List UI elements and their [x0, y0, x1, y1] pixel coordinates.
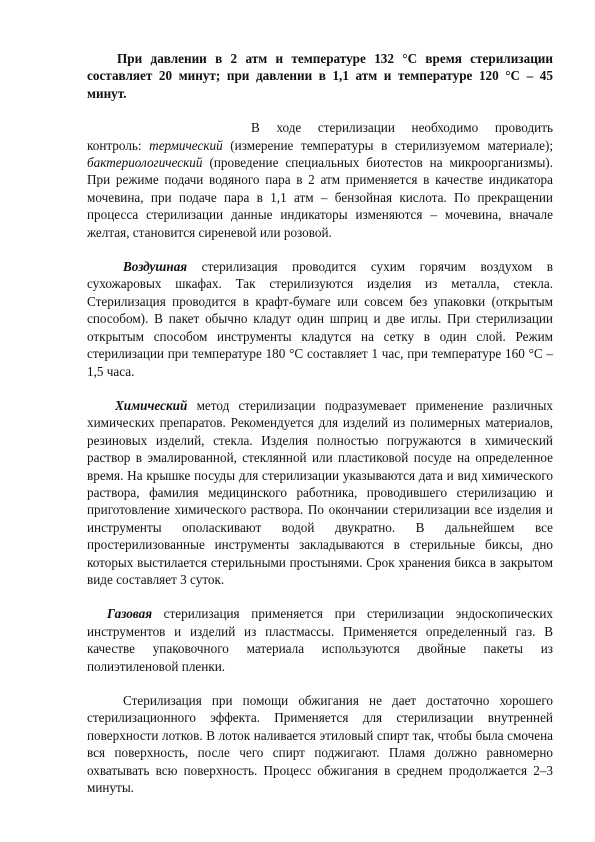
paragraph-flame-sterilization: Стерилизация при помощи обжигания не дает достаточно хорошего стерилизационного эффекта. Применяется для стерилизации внутренней поверхности лотков. В лоток наливается этиловый спирт так, чтобы была смочена вся поверхность, после чего спирт поджигают. Пламя должно равномерно охватывать всю поверхность. Процесс обжигания в среднем продолжается 2–3 минуты. [87, 693, 553, 796]
paragraph-text: метод стерилизации подразумевает применение различных химических препаратов. Рекомендуется для изделий из полимерных материалов, резиновых изделий, стекла. Изделия полностью погружаются в химический раствор в эмалированной, стеклянной или пластиковой посуде на определенное время. На крышке посуды для стерилизации указываются дата и вид химического раствора, фамилия медицинского работника, проводившего стерилизацию и приготовление химического раствора. По окончании стерилизации все изделия и инструменты ополаскивают водой двукратно. В дальнейшем все простерилизованные инструменты закладываются в стерильные биксы, дно которых выстилается стерильными простынями. Срок хранения бикса в закрытом виде составляет 3 суток. [87, 397, 553, 587]
term-air: Воздушная [123, 259, 188, 275]
paragraph-sterilization-control [87, 119, 553, 241]
paragraph-gap [87, 380, 553, 397]
paragraph-text: стерилизация применяется при стерилизации эндоскопических инструментов и изделий из пластмассы. Применяется определенный газ. В качестве упаковочного материала используются двойные пакеты из полиэтиленовой пленки. [87, 606, 553, 674]
paragraph-gap [87, 102, 553, 119]
paragraph-gas-sterilization [87, 605, 553, 675]
paragraph-air-sterilization [87, 258, 553, 380]
paragraph-sterilization-pressure: При давлении в 2 атм и температуре 132 °С время стерилизации составляет 20 минут; при давлении в 1,1 атм и температуре 120 °С – 45 минут. [87, 51, 553, 101]
paragraph-gap [87, 588, 553, 605]
term-thermal: термический [149, 137, 223, 153]
paragraph-chemical-sterilization [87, 397, 553, 588]
document-page [87, 50, 553, 796]
paragraph-text: (измерение температуры в стерилизуемом материале); [222, 137, 553, 153]
paragraph-gap [87, 241, 553, 258]
paragraph-gap [87, 675, 553, 692]
paragraph-text: В ходе стерилизации необходимо проводить контроль: [87, 120, 553, 153]
paragraph-text: (проведение специальных биотестов на микроорганизмы). При режиме подачи водяного пара в 2 атм применяется в качестве индикатора мочевина, при подаче пара в 1,1 атм – бензойная кислота. По прекращении процесса стерилизации данные индикаторы изменяются – мочевина, вначале желтая, становится сиреневой или розовой. [87, 155, 553, 240]
paragraph-text: стерилизация проводится сухим горячим воздухом в сухожаровых шкафах. Так стерилизуются изделия из металла, стекла. Стерилизация проводится в крафт-бумаге или совсем без упаковки (открытым способом). В пакет обычно кладут один шприц и две иглы. При стерилизации открытым способом инструменты кладутся на сетку в один слой. Режим стерилизации при температуре 180 °С составляет 1 час, при температуре 160 °С – 1,5 часа. [87, 259, 553, 379]
term-bacteriological: бактериологический [87, 155, 203, 171]
term-chemical: Химический [115, 397, 188, 413]
term-gas: Газовая [107, 606, 152, 622]
